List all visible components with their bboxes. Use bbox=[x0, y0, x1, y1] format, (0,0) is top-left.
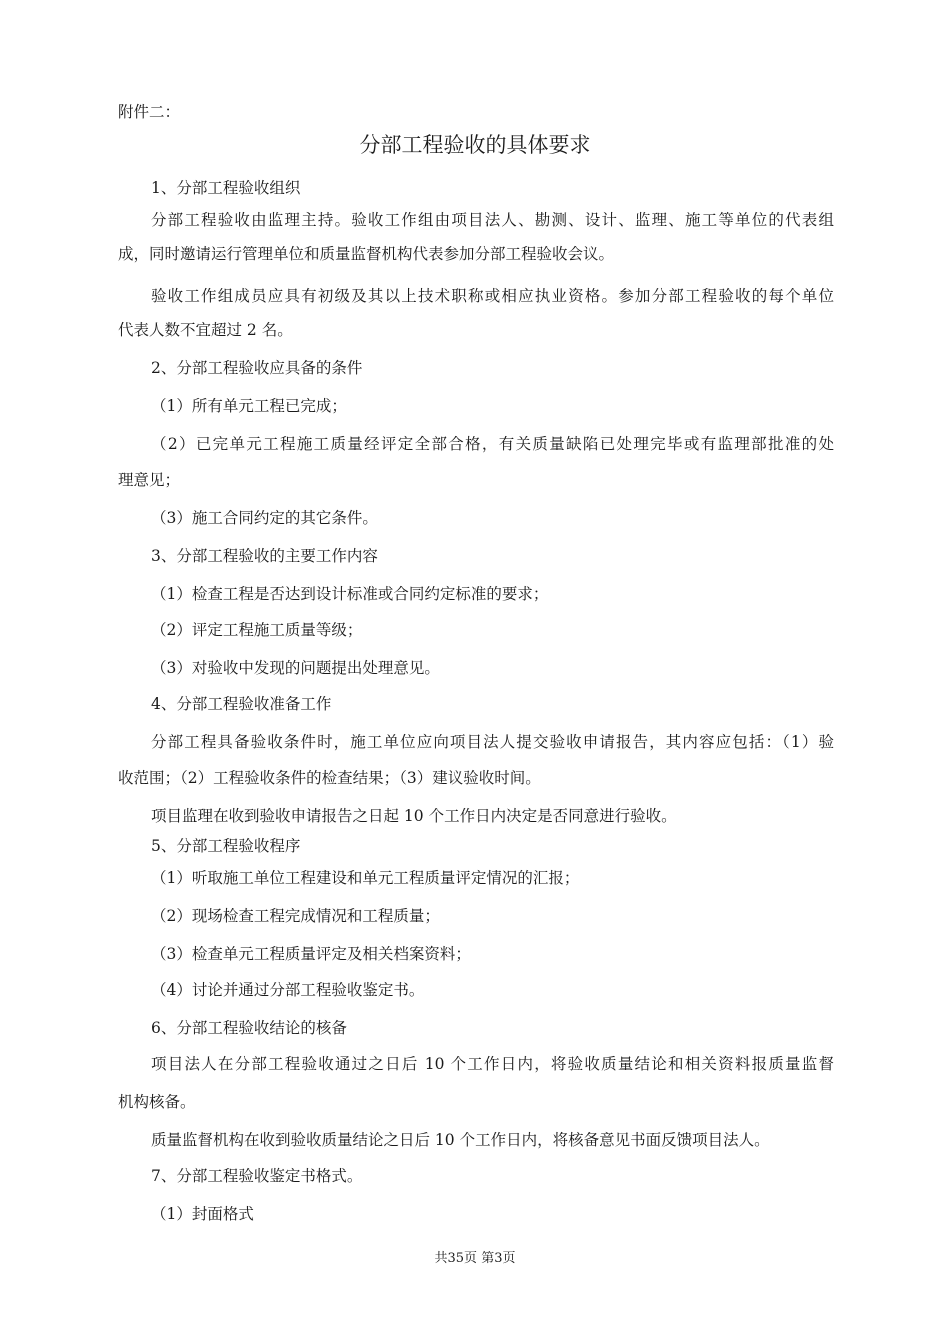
section-2-item-1: （1）所有单元工程已完成； bbox=[151, 397, 347, 415]
section-1-paragraph-2-line-1: 验收工作组成员应具有初级及其以上技术职称或相应执业资格。参加分部工程验收的每个单位 bbox=[151, 287, 834, 305]
section-4-paragraph-1-line-1: 分部工程具备验收条件时，施工单位应向项目法人提交验收申请报告，其内容应包括：（1）验 bbox=[151, 733, 834, 751]
section-7-item-1: （1）封面格式 bbox=[151, 1205, 254, 1223]
section-4-heading: 4、分部工程验收准备工作 bbox=[151, 695, 332, 713]
section-5-item-4: （4）讨论并通过分部工程验收鉴定书。 bbox=[151, 981, 425, 999]
section-1-paragraph-1-line-1: 分部工程验收由监理主持。验收工作组由项目法人、勘测、设计、监理、施工等单位的代表组 bbox=[151, 211, 834, 229]
page-footer: 共35页 第3页 bbox=[434, 1251, 516, 1266]
section-3-heading: 3、分部工程验收的主要工作内容 bbox=[151, 547, 378, 565]
section-5-item-2: （2）现场检查工程完成情况和工程质量； bbox=[151, 907, 440, 925]
section-5-item-1: （1）听取施工单位工程建设和单元工程质量评定情况的汇报； bbox=[151, 869, 580, 887]
section-3-item-3: （3）对验收中发现的问题提出处理意见。 bbox=[151, 659, 440, 677]
section-1-heading: 1、分部工程验收组织 bbox=[151, 179, 301, 197]
section-6-paragraph-1-line-1: 项目法人在分部工程验收通过之日后 10 个工作日内，将验收质量结论和相关资料报质量监督 bbox=[151, 1055, 834, 1073]
section-6-paragraph-1-line-2: 机构核备。 bbox=[118, 1093, 196, 1111]
section-6-heading: 6、分部工程验收结论的核备 bbox=[151, 1019, 347, 1037]
section-3-item-2: （2）评定工程施工质量等级； bbox=[151, 621, 363, 639]
section-2-item-2-line-2: 理意见； bbox=[118, 471, 181, 489]
section-5-heading: 5、分部工程验收程序 bbox=[151, 837, 301, 855]
section-1-paragraph-2-line-2: 代表人数不宜超过 2 名。 bbox=[118, 321, 293, 339]
section-7-heading: 7、分部工程验收鉴定书格式。 bbox=[151, 1167, 363, 1185]
section-6-paragraph-2: 质量监督机构在收到验收质量结论之日后 10 个工作日内，将核备意见书面反馈项目法人。 bbox=[151, 1131, 770, 1149]
page-title: 分部工程验收的具体要求 bbox=[359, 133, 591, 157]
section-2-heading: 2、分部工程验收应具备的条件 bbox=[151, 359, 363, 377]
section-2-item-3: （3）施工合同约定的其它条件。 bbox=[151, 509, 378, 527]
attachment-label: 附件二： bbox=[118, 103, 181, 121]
section-2-item-2-line-1: （2）已完单元工程施工质量经评定全部合格，有关质量缺陷已处理完毕或有监理部批准的处 bbox=[151, 435, 834, 453]
section-3-item-1: （1）检查工程是否达到设计标准或合同约定标准的要求； bbox=[151, 585, 549, 603]
section-4-paragraph-1-line-2: 收范围；（2）工程验收条件的检查结果；（3）建议验收时间。 bbox=[118, 769, 541, 787]
section-5-item-3: （3）检查单元工程质量评定及相关档案资料； bbox=[151, 945, 471, 963]
section-4-paragraph-2: 项目监理在收到验收申请报告之日起 10 个工作日内决定是否同意进行验收。 bbox=[151, 807, 677, 825]
section-1-paragraph-1-line-2: 成，同时邀请运行管理单位和质量监督机构代表参加分部工程验收会议。 bbox=[118, 245, 615, 263]
